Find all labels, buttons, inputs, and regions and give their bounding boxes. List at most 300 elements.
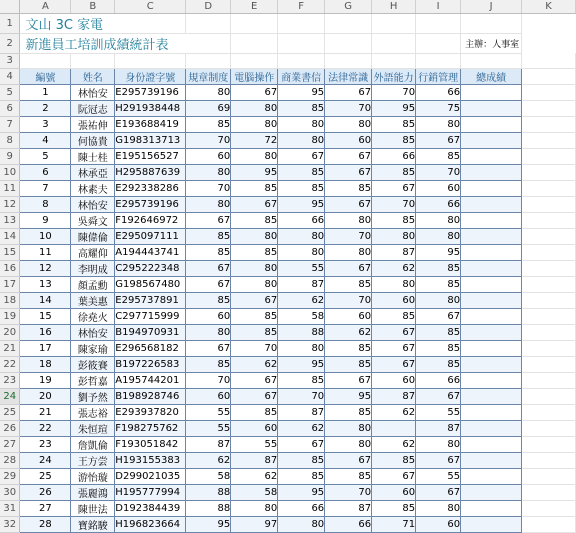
- score-cell[interactable]: 62: [372, 436, 416, 452]
- empty-cell[interactable]: [522, 276, 576, 292]
- score-cell[interactable]: 60: [325, 308, 372, 324]
- record-id-number[interactable]: E193688419: [115, 116, 186, 132]
- column-header-j[interactable]: J: [461, 0, 522, 13]
- record-number[interactable]: 27: [20, 500, 71, 516]
- empty-cell[interactable]: [522, 388, 576, 404]
- score-cell[interactable]: 62: [278, 292, 325, 308]
- score-cell[interactable]: 71: [372, 516, 416, 532]
- empty-cell[interactable]: [461, 13, 522, 33]
- total-score-cell[interactable]: [461, 132, 522, 148]
- table-header-cell[interactable]: 姓名: [71, 68, 115, 84]
- score-cell[interactable]: 85: [231, 308, 278, 324]
- record-name[interactable]: 李明成: [71, 260, 115, 276]
- total-score-cell[interactable]: [461, 276, 522, 292]
- score-cell[interactable]: 95: [186, 516, 231, 532]
- title-line-2[interactable]: 新進員工培訓成績統計表: [20, 33, 231, 53]
- score-cell[interactable]: 87: [416, 420, 461, 436]
- score-cell[interactable]: 67: [231, 388, 278, 404]
- score-cell[interactable]: 87: [186, 436, 231, 452]
- record-name[interactable]: 葉美惠: [71, 292, 115, 308]
- record-number[interactable]: 14: [20, 292, 71, 308]
- score-cell[interactable]: 67: [186, 260, 231, 276]
- empty-cell[interactable]: [231, 33, 278, 53]
- record-name[interactable]: 林素夫: [71, 180, 115, 196]
- total-score-cell[interactable]: [461, 468, 522, 484]
- record-number[interactable]: 24: [20, 452, 71, 468]
- empty-cell[interactable]: [115, 53, 186, 68]
- record-id-number[interactable]: H295887639: [115, 164, 186, 180]
- row-header[interactable]: 14: [0, 228, 20, 244]
- score-cell[interactable]: 80: [416, 212, 461, 228]
- record-number[interactable]: 1: [20, 84, 71, 100]
- score-cell[interactable]: 67: [372, 340, 416, 356]
- score-cell[interactable]: 70: [372, 196, 416, 212]
- score-cell[interactable]: 85: [416, 148, 461, 164]
- score-cell[interactable]: 85: [186, 116, 231, 132]
- score-cell[interactable]: 85: [186, 244, 231, 260]
- total-score-cell[interactable]: [461, 100, 522, 116]
- record-id-number[interactable]: B198928746: [115, 388, 186, 404]
- column-header-f[interactable]: F: [278, 0, 325, 13]
- record-id-number[interactable]: H195777994: [115, 484, 186, 500]
- record-name[interactable]: 寶銘駿: [71, 516, 115, 532]
- score-cell[interactable]: 80: [278, 340, 325, 356]
- score-cell[interactable]: 88: [186, 484, 231, 500]
- record-id-number[interactable]: E293937820: [115, 404, 186, 420]
- score-cell[interactable]: 60: [416, 180, 461, 196]
- score-cell[interactable]: 67: [186, 276, 231, 292]
- total-score-cell[interactable]: [461, 404, 522, 420]
- score-cell[interactable]: 67: [416, 308, 461, 324]
- score-cell[interactable]: 70: [325, 292, 372, 308]
- empty-cell[interactable]: [522, 196, 576, 212]
- row-header[interactable]: 32: [0, 516, 20, 532]
- score-cell[interactable]: 75: [416, 100, 461, 116]
- score-cell[interactable]: 60: [186, 308, 231, 324]
- row-header[interactable]: 9: [0, 148, 20, 164]
- score-cell[interactable]: 60: [325, 132, 372, 148]
- record-id-number[interactable]: H196823664: [115, 516, 186, 532]
- score-cell[interactable]: 80: [231, 500, 278, 516]
- empty-cell[interactable]: [372, 33, 416, 53]
- record-number[interactable]: 11: [20, 244, 71, 260]
- score-cell[interactable]: 66: [416, 196, 461, 212]
- row-header[interactable]: 31: [0, 500, 20, 516]
- score-cell[interactable]: 80: [186, 324, 231, 340]
- score-cell[interactable]: 88: [186, 500, 231, 516]
- score-cell[interactable]: 85: [416, 276, 461, 292]
- total-score-cell[interactable]: [461, 388, 522, 404]
- score-cell[interactable]: 85: [372, 212, 416, 228]
- row-header[interactable]: 24: [0, 388, 20, 404]
- score-cell[interactable]: 85: [325, 468, 372, 484]
- record-name[interactable]: 高耀仰: [71, 244, 115, 260]
- score-cell[interactable]: 67: [231, 84, 278, 100]
- total-score-cell[interactable]: [461, 356, 522, 372]
- record-number[interactable]: 13: [20, 276, 71, 292]
- empty-cell[interactable]: [278, 33, 325, 53]
- score-cell[interactable]: 60: [186, 388, 231, 404]
- empty-cell[interactable]: [372, 13, 416, 33]
- score-cell[interactable]: 80: [325, 212, 372, 228]
- row-header[interactable]: 27: [0, 436, 20, 452]
- score-cell[interactable]: 62: [278, 420, 325, 436]
- row-header[interactable]: 10: [0, 164, 20, 180]
- table-header-cell[interactable]: 總成績: [461, 68, 522, 84]
- row-header[interactable]: 7: [0, 116, 20, 132]
- score-cell[interactable]: 95: [278, 84, 325, 100]
- score-cell[interactable]: 72: [231, 132, 278, 148]
- total-score-cell[interactable]: [461, 420, 522, 436]
- empty-cell[interactable]: [522, 340, 576, 356]
- score-cell[interactable]: 55: [416, 468, 461, 484]
- record-number[interactable]: 18: [20, 356, 71, 372]
- record-name[interactable]: 陳偉倫: [71, 228, 115, 244]
- record-id-number[interactable]: E295097111: [115, 228, 186, 244]
- score-cell[interactable]: 67: [416, 484, 461, 500]
- score-cell[interactable]: 70: [231, 340, 278, 356]
- record-number[interactable]: 22: [20, 420, 71, 436]
- owner-note[interactable]: 主辦：人事室: [461, 33, 522, 53]
- score-cell[interactable]: 70: [186, 372, 231, 388]
- row-header[interactable]: 13: [0, 212, 20, 228]
- record-number[interactable]: 15: [20, 308, 71, 324]
- record-name[interactable]: 林怡安: [71, 196, 115, 212]
- record-number[interactable]: 10: [20, 228, 71, 244]
- record-id-number[interactable]: B197226583: [115, 356, 186, 372]
- score-cell[interactable]: 85: [231, 404, 278, 420]
- score-cell[interactable]: 80: [231, 148, 278, 164]
- score-cell[interactable]: 80: [325, 116, 372, 132]
- column-header-d[interactable]: D: [186, 0, 231, 13]
- record-number[interactable]: 28: [20, 516, 71, 532]
- total-score-cell[interactable]: [461, 372, 522, 388]
- total-score-cell[interactable]: [461, 436, 522, 452]
- total-score-cell[interactable]: [461, 308, 522, 324]
- record-id-number[interactable]: A194443741: [115, 244, 186, 260]
- score-cell[interactable]: 58: [186, 468, 231, 484]
- record-number[interactable]: 21: [20, 404, 71, 420]
- score-cell[interactable]: 80: [325, 420, 372, 436]
- row-header[interactable]: 2: [0, 33, 20, 53]
- score-cell[interactable]: 95: [372, 100, 416, 116]
- row-header[interactable]: 23: [0, 372, 20, 388]
- record-id-number[interactable]: E292338286: [115, 180, 186, 196]
- score-cell[interactable]: 85: [278, 164, 325, 180]
- record-name[interactable]: 林怡安: [71, 84, 115, 100]
- record-id-number[interactable]: E195156527: [115, 148, 186, 164]
- title-line-1[interactable]: 文山 3C 家電: [20, 13, 186, 33]
- score-cell[interactable]: 85: [186, 356, 231, 372]
- record-number[interactable]: 7: [20, 180, 71, 196]
- score-cell[interactable]: 67: [372, 180, 416, 196]
- empty-cell[interactable]: [522, 372, 576, 388]
- record-id-number[interactable]: E295739196: [115, 196, 186, 212]
- empty-cell[interactable]: [522, 292, 576, 308]
- record-id-number[interactable]: E295739196: [115, 84, 186, 100]
- score-cell[interactable]: 66: [278, 500, 325, 516]
- score-cell[interactable]: 67: [186, 212, 231, 228]
- score-cell[interactable]: 70: [186, 180, 231, 196]
- score-cell[interactable]: 85: [231, 180, 278, 196]
- record-name[interactable]: 張麗鴻: [71, 484, 115, 500]
- score-cell[interactable]: 85: [416, 340, 461, 356]
- score-cell[interactable]: 62: [325, 324, 372, 340]
- empty-cell[interactable]: [372, 53, 416, 68]
- score-cell[interactable]: 55: [278, 260, 325, 276]
- row-header[interactable]: 1: [0, 13, 20, 33]
- row-header[interactable]: 8: [0, 132, 20, 148]
- record-id-number[interactable]: F192646972: [115, 212, 186, 228]
- record-number[interactable]: 26: [20, 484, 71, 500]
- score-cell[interactable]: 85: [325, 404, 372, 420]
- total-score-cell[interactable]: [461, 180, 522, 196]
- record-id-number[interactable]: B194970931: [115, 324, 186, 340]
- score-cell[interactable]: 62: [372, 404, 416, 420]
- row-header[interactable]: 5: [0, 84, 20, 100]
- score-cell[interactable]: 85: [325, 340, 372, 356]
- record-number[interactable]: 12: [20, 260, 71, 276]
- score-cell[interactable]: 67: [231, 292, 278, 308]
- score-cell[interactable]: 60: [372, 484, 416, 500]
- empty-cell[interactable]: [278, 13, 325, 33]
- record-id-number[interactable]: E295737891: [115, 292, 186, 308]
- record-name[interactable]: 陳士桂: [71, 148, 115, 164]
- score-cell[interactable]: 85: [278, 468, 325, 484]
- score-cell[interactable]: 67: [372, 356, 416, 372]
- record-number[interactable]: 9: [20, 212, 71, 228]
- row-header[interactable]: 29: [0, 468, 20, 484]
- score-cell[interactable]: 88: [278, 324, 325, 340]
- record-name[interactable]: 朱恒瑄: [71, 420, 115, 436]
- table-header-cell[interactable]: 外語能力: [372, 68, 416, 84]
- empty-cell[interactable]: [522, 260, 576, 276]
- score-cell[interactable]: 85: [278, 100, 325, 116]
- score-cell[interactable]: 67: [278, 436, 325, 452]
- score-cell[interactable]: 95: [325, 388, 372, 404]
- score-cell[interactable]: 58: [278, 308, 325, 324]
- score-cell[interactable]: 66: [278, 212, 325, 228]
- score-cell[interactable]: 67: [325, 372, 372, 388]
- score-cell[interactable]: 62: [231, 356, 278, 372]
- score-cell[interactable]: 60: [186, 148, 231, 164]
- row-header[interactable]: 28: [0, 452, 20, 468]
- total-score-cell[interactable]: [461, 228, 522, 244]
- score-cell[interactable]: 85: [416, 324, 461, 340]
- score-cell[interactable]: 87: [231, 452, 278, 468]
- score-cell[interactable]: 66: [325, 516, 372, 532]
- score-cell[interactable]: 85: [372, 164, 416, 180]
- total-score-cell[interactable]: [461, 84, 522, 100]
- empty-cell[interactable]: [325, 53, 372, 68]
- score-cell[interactable]: 87: [278, 404, 325, 420]
- empty-cell[interactable]: [186, 13, 231, 33]
- empty-cell[interactable]: [416, 13, 461, 33]
- row-header[interactable]: 19: [0, 308, 20, 324]
- score-cell[interactable]: 80: [186, 164, 231, 180]
- score-cell[interactable]: 85: [372, 116, 416, 132]
- score-cell[interactable]: 85: [416, 356, 461, 372]
- score-cell[interactable]: 67: [416, 452, 461, 468]
- table-header-cell[interactable]: 電腦操作: [231, 68, 278, 84]
- score-cell[interactable]: 85: [325, 180, 372, 196]
- empty-cell[interactable]: [522, 100, 576, 116]
- empty-cell[interactable]: [522, 148, 576, 164]
- empty-cell[interactable]: [522, 516, 576, 532]
- total-score-cell[interactable]: [461, 116, 522, 132]
- score-cell[interactable]: 67: [325, 196, 372, 212]
- score-cell[interactable]: 62: [372, 260, 416, 276]
- column-header-i[interactable]: I: [416, 0, 461, 13]
- row-header[interactable]: 21: [0, 340, 20, 356]
- score-cell[interactable]: [372, 420, 416, 436]
- empty-cell[interactable]: [522, 356, 576, 372]
- score-cell[interactable]: 80: [278, 244, 325, 260]
- record-number[interactable]: 25: [20, 468, 71, 484]
- total-score-cell[interactable]: [461, 452, 522, 468]
- record-name[interactable]: 吳舜文: [71, 212, 115, 228]
- row-header[interactable]: 30: [0, 484, 20, 500]
- record-name[interactable]: 何協貴: [71, 132, 115, 148]
- score-cell[interactable]: 95: [278, 484, 325, 500]
- record-number[interactable]: 23: [20, 436, 71, 452]
- record-name[interactable]: 陳世法: [71, 500, 115, 516]
- score-cell[interactable]: 67: [416, 388, 461, 404]
- empty-cell[interactable]: [522, 484, 576, 500]
- empty-cell[interactable]: [461, 53, 522, 68]
- row-header[interactable]: 22: [0, 356, 20, 372]
- score-cell[interactable]: 80: [231, 116, 278, 132]
- empty-cell[interactable]: [522, 132, 576, 148]
- empty-cell[interactable]: [522, 164, 576, 180]
- empty-cell[interactable]: [522, 404, 576, 420]
- score-cell[interactable]: 80: [416, 436, 461, 452]
- empty-cell[interactable]: [522, 420, 576, 436]
- record-id-number[interactable]: G198313713: [115, 132, 186, 148]
- score-cell[interactable]: 80: [186, 84, 231, 100]
- score-cell[interactable]: 97: [231, 516, 278, 532]
- record-id-number[interactable]: F198275762: [115, 420, 186, 436]
- column-header-g[interactable]: G: [325, 0, 372, 13]
- score-cell[interactable]: 70: [325, 484, 372, 500]
- empty-cell[interactable]: [522, 53, 576, 68]
- record-number[interactable]: 8: [20, 196, 71, 212]
- column-header-a[interactable]: A: [20, 0, 71, 13]
- score-cell[interactable]: 67: [231, 196, 278, 212]
- total-score-cell[interactable]: [461, 148, 522, 164]
- score-cell[interactable]: 95: [278, 356, 325, 372]
- score-cell[interactable]: 60: [372, 292, 416, 308]
- row-header[interactable]: 15: [0, 244, 20, 260]
- empty-cell[interactable]: [20, 53, 71, 68]
- row-header[interactable]: 18: [0, 292, 20, 308]
- score-cell[interactable]: 80: [231, 260, 278, 276]
- score-cell[interactable]: 60: [231, 420, 278, 436]
- record-number[interactable]: 19: [20, 372, 71, 388]
- score-cell[interactable]: 69: [186, 100, 231, 116]
- record-id-number[interactable]: C295222348: [115, 260, 186, 276]
- record-number[interactable]: 16: [20, 324, 71, 340]
- row-header[interactable]: 4: [0, 68, 20, 84]
- total-score-cell[interactable]: [461, 260, 522, 276]
- score-cell[interactable]: 80: [416, 500, 461, 516]
- score-cell[interactable]: 80: [231, 100, 278, 116]
- score-cell[interactable]: 66: [416, 84, 461, 100]
- score-cell[interactable]: 85: [416, 260, 461, 276]
- score-cell[interactable]: 70: [372, 84, 416, 100]
- row-header[interactable]: 11: [0, 180, 20, 196]
- score-cell[interactable]: 85: [186, 292, 231, 308]
- score-cell[interactable]: 80: [278, 132, 325, 148]
- score-cell[interactable]: 66: [416, 372, 461, 388]
- score-cell[interactable]: 87: [372, 244, 416, 260]
- score-cell[interactable]: 55: [231, 436, 278, 452]
- score-cell[interactable]: 80: [278, 228, 325, 244]
- column-header-e[interactable]: E: [231, 0, 278, 13]
- total-score-cell[interactable]: [461, 500, 522, 516]
- score-cell[interactable]: 85: [325, 356, 372, 372]
- score-cell[interactable]: 62: [231, 468, 278, 484]
- record-name[interactable]: 劉予然: [71, 388, 115, 404]
- score-cell[interactable]: 80: [325, 436, 372, 452]
- score-cell[interactable]: 80: [372, 228, 416, 244]
- record-name[interactable]: 游怡璇: [71, 468, 115, 484]
- score-cell[interactable]: 60: [372, 372, 416, 388]
- empty-cell[interactable]: [231, 13, 278, 33]
- record-id-number[interactable]: H291938448: [115, 100, 186, 116]
- empty-cell[interactable]: [522, 116, 576, 132]
- score-cell[interactable]: 85: [325, 276, 372, 292]
- empty-cell[interactable]: [416, 33, 461, 53]
- empty-cell[interactable]: [325, 13, 372, 33]
- score-cell[interactable]: 95: [416, 244, 461, 260]
- empty-cell[interactable]: [278, 53, 325, 68]
- column-header-c[interactable]: C: [115, 0, 186, 13]
- record-number[interactable]: 17: [20, 340, 71, 356]
- score-cell[interactable]: 80: [372, 276, 416, 292]
- score-cell[interactable]: 70: [278, 388, 325, 404]
- record-number[interactable]: 6: [20, 164, 71, 180]
- score-cell[interactable]: 55: [186, 404, 231, 420]
- row-header[interactable]: 25: [0, 404, 20, 420]
- score-cell[interactable]: 67: [186, 340, 231, 356]
- score-cell[interactable]: 85: [372, 132, 416, 148]
- row-header[interactable]: 26: [0, 420, 20, 436]
- empty-cell[interactable]: [231, 53, 278, 68]
- score-cell[interactable]: 85: [231, 212, 278, 228]
- table-header-cell[interactable]: 身份證字號: [115, 68, 186, 84]
- score-cell[interactable]: 66: [372, 148, 416, 164]
- row-header[interactable]: 3: [0, 53, 20, 68]
- score-cell[interactable]: 60: [416, 516, 461, 532]
- record-id-number[interactable]: C297715999: [115, 308, 186, 324]
- score-cell[interactable]: 67: [325, 260, 372, 276]
- record-name[interactable]: 陳家瑜: [71, 340, 115, 356]
- score-cell[interactable]: 70: [186, 132, 231, 148]
- score-cell[interactable]: 80: [416, 228, 461, 244]
- total-score-cell[interactable]: [461, 212, 522, 228]
- score-cell[interactable]: 58: [231, 484, 278, 500]
- score-cell[interactable]: 67: [325, 84, 372, 100]
- score-cell[interactable]: 55: [186, 420, 231, 436]
- row-header[interactable]: 6: [0, 100, 20, 116]
- score-cell[interactable]: 67: [325, 164, 372, 180]
- table-header-cell[interactable]: 商業書信: [278, 68, 325, 84]
- score-cell[interactable]: 85: [231, 324, 278, 340]
- table-header-cell[interactable]: 行銷管理: [416, 68, 461, 84]
- record-name[interactable]: 顏孟勳: [71, 276, 115, 292]
- record-name[interactable]: 張祐伸: [71, 116, 115, 132]
